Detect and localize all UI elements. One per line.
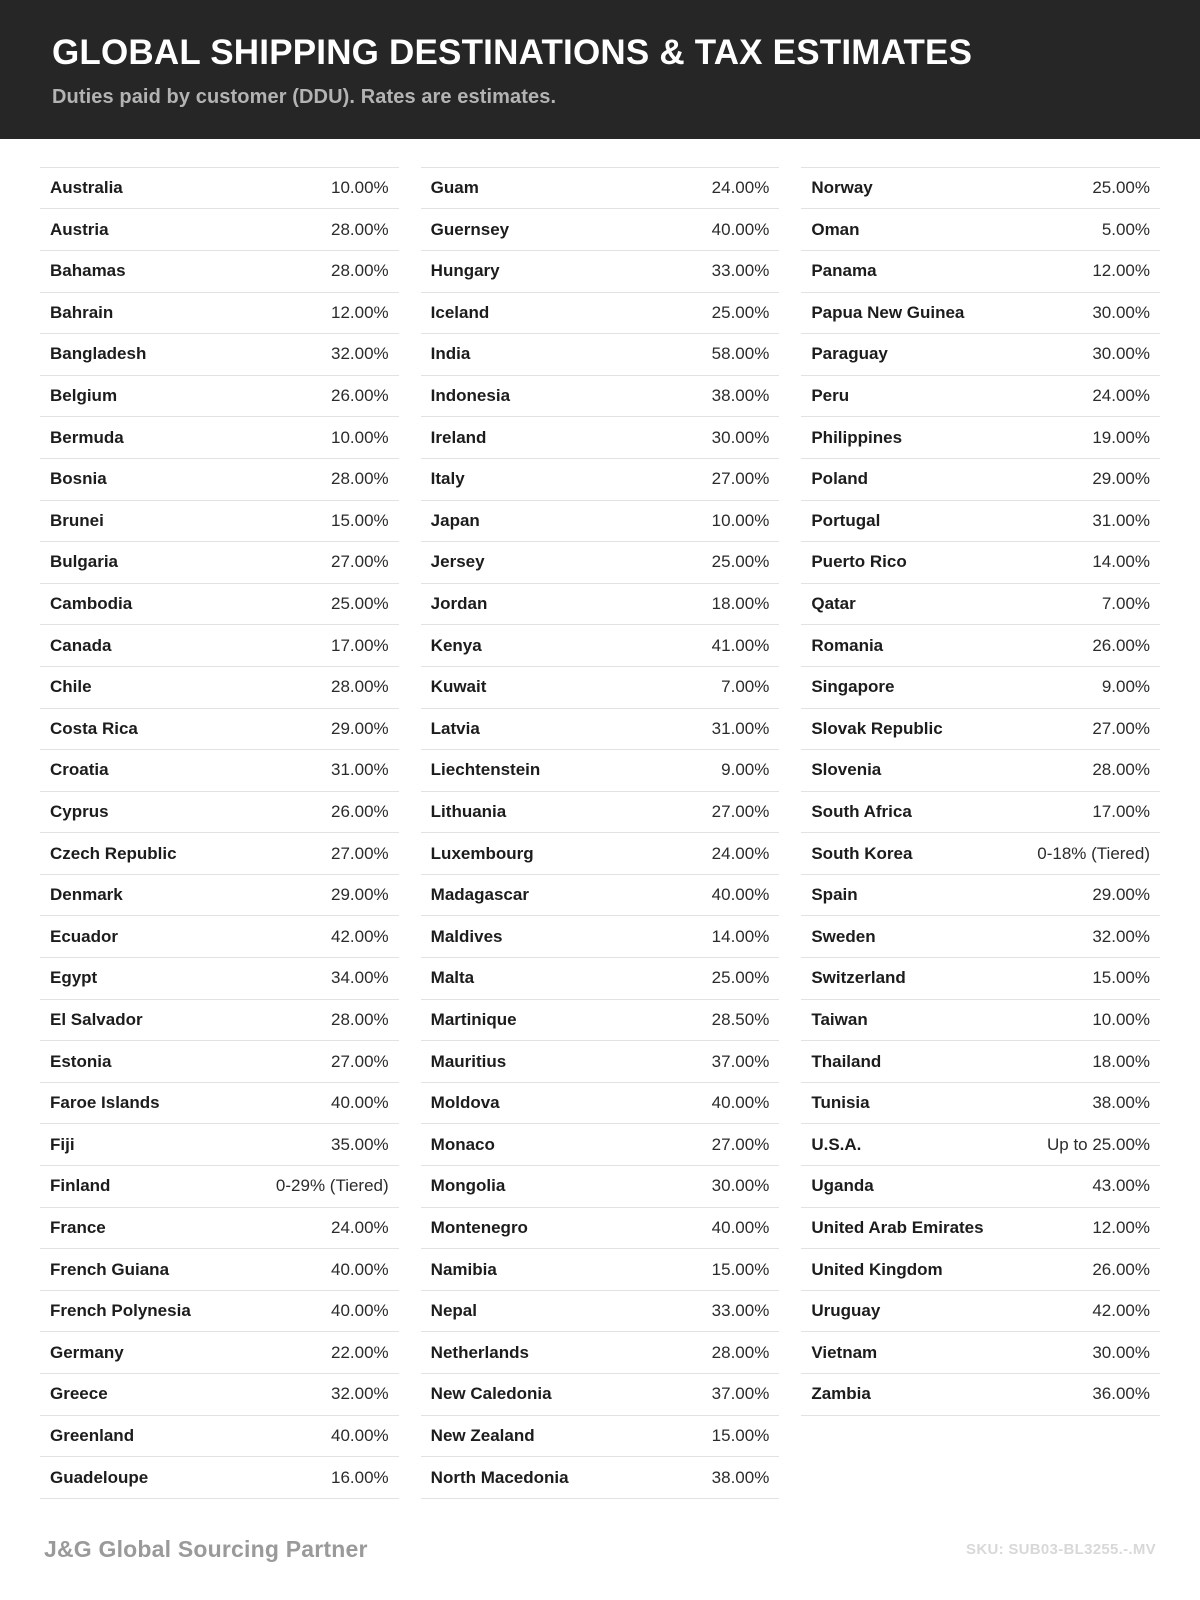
sku-label: SKU: SUB03-BL3255.-.MV bbox=[966, 1540, 1156, 1558]
table-row bbox=[801, 750, 1160, 792]
table-row bbox=[421, 1291, 780, 1333]
destination-name: Bahamas bbox=[50, 261, 126, 281]
destination-name: French Polynesia bbox=[50, 1301, 191, 1321]
tax-rate: 25.00% bbox=[711, 302, 770, 322]
destination-name: Puerto Rico bbox=[811, 552, 907, 572]
tax-rate: 42.00% bbox=[331, 926, 389, 946]
destination-name: Ecuador bbox=[50, 926, 119, 946]
table-row bbox=[801, 1208, 1160, 1250]
table-row bbox=[421, 792, 780, 834]
destination-name: Namibia bbox=[430, 1259, 497, 1279]
table-row bbox=[801, 958, 1160, 1000]
tax-rate: 28.00% bbox=[331, 219, 389, 239]
tax-rate: 29.00% bbox=[1092, 885, 1151, 905]
tax-rate: 29.00% bbox=[331, 885, 389, 905]
destination-name: Uruguay bbox=[811, 1301, 881, 1321]
tax-rate: 25.00% bbox=[1092, 178, 1151, 198]
destination-name: Cyprus bbox=[50, 802, 109, 821]
table-row bbox=[421, 875, 780, 917]
table-row bbox=[421, 1208, 780, 1250]
table-row bbox=[40, 1332, 399, 1374]
table-row bbox=[421, 1249, 780, 1291]
tax-rate: 15.00% bbox=[331, 510, 389, 530]
destination-name: Costa Rica bbox=[50, 718, 138, 738]
tax-rate: 24.00% bbox=[711, 843, 770, 863]
table-row bbox=[801, 334, 1160, 376]
tax-rate: 26.00% bbox=[1092, 1259, 1151, 1279]
table-row bbox=[421, 958, 780, 1000]
table-row bbox=[40, 1249, 399, 1291]
tax-rate: 27.00% bbox=[711, 469, 770, 489]
destination-name: Fiji bbox=[50, 1134, 75, 1154]
tax-rate: 42.00% bbox=[1092, 1301, 1151, 1321]
tax-rate: 9.00% bbox=[721, 760, 770, 780]
tax-rate: 15.00% bbox=[711, 1259, 770, 1279]
tax-rate: 58.00% bbox=[711, 344, 770, 364]
table-row bbox=[40, 1374, 399, 1416]
destination-name: United Arab Emirates bbox=[811, 1217, 984, 1237]
table-row bbox=[421, 167, 780, 210]
table-row bbox=[421, 209, 780, 251]
table-row bbox=[40, 376, 399, 418]
table-row bbox=[40, 334, 399, 376]
table-row bbox=[801, 1124, 1160, 1166]
table-row bbox=[421, 1000, 780, 1042]
tax-rate: 25.00% bbox=[331, 594, 389, 614]
table-row bbox=[40, 792, 399, 834]
table-row bbox=[421, 376, 780, 418]
table-row bbox=[801, 1249, 1160, 1291]
table-row bbox=[40, 251, 399, 293]
tax-rate: 28.00% bbox=[711, 1342, 770, 1362]
tax-rate: 0-18% (Tiered) bbox=[1037, 843, 1151, 863]
tax-rate: 41.00% bbox=[711, 635, 770, 655]
table-row bbox=[421, 251, 780, 293]
table-row bbox=[40, 293, 399, 335]
tax-rate: 27.00% bbox=[331, 552, 389, 572]
destination-name: Chile bbox=[50, 677, 92, 697]
destination-name: New Zealand bbox=[430, 1425, 535, 1445]
tax-rate: 35.00% bbox=[331, 1134, 389, 1154]
table-row bbox=[421, 1083, 780, 1125]
table-row bbox=[40, 459, 399, 501]
page-header bbox=[0, 0, 1200, 139]
table-row bbox=[801, 1083, 1160, 1125]
table-row bbox=[801, 1374, 1160, 1416]
destination-name: El Salvador bbox=[50, 1009, 143, 1029]
table-row bbox=[421, 1124, 780, 1166]
tax-rate: 28.00% bbox=[1092, 760, 1151, 780]
destination-name: Monaco bbox=[430, 1134, 495, 1154]
destination-name: Vietnam bbox=[811, 1342, 878, 1362]
tax-rate: 27.00% bbox=[331, 1051, 389, 1071]
tax-rate: 28.00% bbox=[331, 1009, 389, 1029]
table-row bbox=[421, 417, 780, 459]
tax-rate: 33.00% bbox=[711, 261, 770, 281]
destination-name: Faroe Islands bbox=[50, 1093, 160, 1113]
tax-rate: 30.00% bbox=[1092, 344, 1151, 364]
table-row bbox=[801, 459, 1160, 501]
tax-rate: 17.00% bbox=[331, 635, 389, 655]
destination-name: Zambia bbox=[811, 1384, 871, 1404]
tax-rate: 38.00% bbox=[1092, 1093, 1151, 1113]
table-row bbox=[801, 1291, 1160, 1333]
tax-rate: 30.00% bbox=[1092, 1342, 1151, 1362]
tax-rate: 33.00% bbox=[711, 1301, 770, 1321]
table-row bbox=[421, 916, 780, 958]
tax-rate: 27.00% bbox=[711, 1134, 770, 1154]
destination-name: Bahrain bbox=[50, 302, 114, 322]
tax-rate: 40.00% bbox=[711, 1217, 770, 1237]
table-row bbox=[801, 1332, 1160, 1374]
table-row bbox=[40, 1000, 399, 1042]
table-row bbox=[40, 833, 399, 875]
table-row bbox=[40, 709, 399, 751]
table-row bbox=[40, 1041, 399, 1083]
table-row bbox=[40, 667, 399, 709]
tax-rate: 24.00% bbox=[1092, 386, 1151, 406]
tax-rate: 31.00% bbox=[331, 760, 389, 780]
destination-name: Peru bbox=[811, 386, 850, 406]
destination-name: Switzerland bbox=[811, 968, 906, 988]
destination-name: French Guiana bbox=[50, 1259, 170, 1279]
destination-name: Croatia bbox=[50, 760, 109, 780]
table-row bbox=[421, 1374, 780, 1416]
table-row bbox=[40, 1291, 399, 1333]
destination-name: U.S.A. bbox=[811, 1134, 862, 1154]
destination-name: Panama bbox=[811, 261, 877, 281]
destination-name: Belgium bbox=[50, 386, 118, 406]
destination-name: Poland bbox=[811, 469, 869, 489]
table-row bbox=[40, 1208, 399, 1250]
destination-name: Greece bbox=[50, 1384, 108, 1404]
tax-rate: 16.00% bbox=[331, 1467, 389, 1487]
destination-name: Liechtenstein bbox=[430, 760, 541, 780]
destination-name: Sweden bbox=[811, 926, 876, 946]
destination-name: Taiwan bbox=[811, 1009, 868, 1029]
table-row bbox=[801, 916, 1160, 958]
table-row bbox=[40, 501, 399, 543]
rates-column-3 bbox=[801, 167, 1160, 1416]
destination-name: New Caledonia bbox=[430, 1384, 552, 1404]
destination-name: Egypt bbox=[50, 968, 98, 988]
destination-name: France bbox=[50, 1217, 106, 1237]
table-row bbox=[40, 1166, 399, 1208]
table-row bbox=[801, 542, 1160, 584]
tax-rate: 25.00% bbox=[711, 968, 770, 988]
table-row bbox=[40, 1124, 399, 1166]
tax-rate: 25.00% bbox=[711, 552, 770, 572]
table-row bbox=[40, 750, 399, 792]
destination-name: Guadeloupe bbox=[50, 1467, 149, 1487]
table-row bbox=[801, 293, 1160, 335]
destination-name: Jersey bbox=[430, 552, 485, 572]
destination-name: Indonesia bbox=[430, 386, 511, 406]
table-row bbox=[421, 1166, 780, 1208]
tax-rate: 24.00% bbox=[711, 178, 770, 198]
table-row bbox=[40, 1416, 399, 1458]
destination-name: Australia bbox=[50, 178, 123, 198]
tax-rate: 37.00% bbox=[711, 1384, 770, 1404]
destination-name: Thailand bbox=[811, 1051, 882, 1071]
tax-rate: 0-29% (Tiered) bbox=[275, 1176, 389, 1196]
destination-name: Nepal bbox=[430, 1301, 477, 1321]
destination-name: South Africa bbox=[811, 802, 912, 821]
tax-rate: 29.00% bbox=[331, 718, 389, 738]
table-row bbox=[421, 542, 780, 584]
rates-column-1 bbox=[40, 167, 399, 1499]
table-row bbox=[421, 584, 780, 626]
table-row bbox=[421, 501, 780, 543]
destination-name: Latvia bbox=[430, 718, 480, 738]
table-row bbox=[421, 1416, 780, 1458]
tax-rate: 34.00% bbox=[331, 968, 389, 988]
table-row bbox=[801, 792, 1160, 834]
destination-name: Oman bbox=[811, 219, 860, 239]
tax-rate: 28.00% bbox=[331, 677, 389, 697]
destination-name: Bulgaria bbox=[50, 552, 119, 572]
destination-name: Montenegro bbox=[430, 1217, 528, 1237]
table-row bbox=[421, 709, 780, 751]
table-row bbox=[421, 459, 780, 501]
table-row bbox=[40, 209, 399, 251]
destination-name: Lithuania bbox=[430, 802, 507, 821]
destination-name: Madagascar bbox=[430, 885, 529, 905]
table-row bbox=[40, 1083, 399, 1125]
destination-name: Bangladesh bbox=[50, 344, 147, 364]
destination-name: Kenya bbox=[430, 635, 482, 655]
destination-name: Philippines bbox=[811, 427, 903, 447]
tax-rate: 31.00% bbox=[1092, 510, 1151, 530]
tax-rate: 27.00% bbox=[1092, 718, 1151, 738]
brand-label: J&G Global Sourcing Partner bbox=[44, 1535, 368, 1562]
tax-rate: 32.00% bbox=[331, 344, 389, 364]
tax-rate: 28.00% bbox=[331, 469, 389, 489]
destination-name: Guernsey bbox=[430, 219, 510, 239]
table-row bbox=[801, 1000, 1160, 1042]
table-row bbox=[801, 709, 1160, 751]
tax-rate: 26.00% bbox=[331, 386, 389, 406]
tax-rate: 27.00% bbox=[331, 843, 389, 863]
table-row bbox=[40, 542, 399, 584]
tax-rate: 29.00% bbox=[1092, 469, 1151, 489]
tax-rate: 31.00% bbox=[711, 718, 770, 738]
table-row bbox=[421, 625, 780, 667]
tax-rate: 30.00% bbox=[711, 427, 770, 447]
tax-rate: 28.00% bbox=[331, 261, 389, 281]
tax-rate: 12.00% bbox=[331, 302, 389, 322]
tax-rate: 9.00% bbox=[1101, 677, 1151, 697]
table-row bbox=[801, 209, 1160, 251]
table-row bbox=[421, 1457, 780, 1499]
destination-name: Mauritius bbox=[430, 1051, 507, 1071]
table-row bbox=[801, 251, 1160, 293]
destination-name: Austria bbox=[50, 219, 109, 239]
tax-rate: Up to 25.00% bbox=[1047, 1134, 1151, 1154]
tax-rate: 40.00% bbox=[711, 219, 770, 239]
table-row bbox=[40, 1457, 399, 1499]
tax-rate: 40.00% bbox=[331, 1259, 389, 1279]
destination-name: Moldova bbox=[430, 1093, 500, 1113]
tax-rate: 37.00% bbox=[711, 1051, 770, 1071]
tax-rate: 28.50% bbox=[711, 1009, 770, 1029]
tax-rate: 12.00% bbox=[1092, 261, 1151, 281]
table-row bbox=[421, 1332, 780, 1374]
destination-name: North Macedonia bbox=[430, 1467, 569, 1487]
table-row bbox=[40, 916, 399, 958]
tax-rate: 5.00% bbox=[1101, 219, 1151, 239]
tax-rate: 36.00% bbox=[1092, 1384, 1151, 1404]
tax-rate: 40.00% bbox=[331, 1093, 389, 1113]
page-footer bbox=[0, 1499, 1200, 1600]
destination-name: Jordan bbox=[430, 594, 488, 614]
destination-name: Luxembourg bbox=[430, 843, 534, 863]
table-row bbox=[801, 833, 1160, 875]
destination-name: South Korea bbox=[811, 843, 913, 863]
tax-rate: 43.00% bbox=[1092, 1176, 1151, 1196]
table-row bbox=[801, 376, 1160, 418]
destination-name: India bbox=[430, 344, 471, 364]
rates-column-2 bbox=[421, 167, 780, 1499]
destination-name: Mongolia bbox=[430, 1176, 506, 1196]
tax-rate: 27.00% bbox=[711, 802, 770, 821]
destination-name: Japan bbox=[430, 510, 480, 530]
table-row bbox=[801, 584, 1160, 626]
tax-rate: 15.00% bbox=[1092, 968, 1151, 988]
destination-name: Tunisia bbox=[811, 1093, 870, 1113]
destination-name: Martinique bbox=[430, 1009, 517, 1029]
table-row bbox=[801, 667, 1160, 709]
destination-name: Portugal bbox=[811, 510, 881, 530]
tax-rate: 26.00% bbox=[331, 802, 389, 821]
destination-name: Denmark bbox=[50, 885, 123, 905]
tax-rate: 26.00% bbox=[1092, 635, 1151, 655]
destination-name: Slovenia bbox=[811, 760, 882, 780]
table-row bbox=[421, 1041, 780, 1083]
destination-name: Maldives bbox=[430, 926, 503, 946]
tax-rate: 19.00% bbox=[1092, 427, 1151, 447]
table-row bbox=[801, 625, 1160, 667]
destination-name: Bosnia bbox=[50, 469, 107, 489]
tax-rate: 14.00% bbox=[1092, 552, 1151, 572]
destination-name: Hungary bbox=[430, 261, 500, 281]
tax-rate: 38.00% bbox=[711, 386, 770, 406]
destination-name: Guam bbox=[430, 178, 479, 198]
destination-name: Paraguay bbox=[811, 344, 888, 364]
destination-name: Qatar bbox=[811, 594, 856, 614]
destination-name: Spain bbox=[811, 885, 858, 905]
destination-name: United Kingdom bbox=[811, 1259, 943, 1279]
destination-name: Brunei bbox=[50, 510, 104, 530]
tax-rate: 40.00% bbox=[331, 1425, 389, 1445]
table-row bbox=[801, 501, 1160, 543]
destination-name: Czech Republic bbox=[50, 843, 177, 863]
tax-rate: 7.00% bbox=[1101, 594, 1151, 614]
table-row bbox=[40, 958, 399, 1000]
destination-name: Netherlands bbox=[430, 1342, 529, 1362]
tax-rate: 30.00% bbox=[1092, 302, 1151, 322]
destination-name: Kuwait bbox=[430, 677, 487, 697]
tax-rate: 10.00% bbox=[331, 178, 389, 198]
table-row bbox=[801, 1166, 1160, 1208]
table-row bbox=[40, 167, 399, 210]
destination-name: Finland bbox=[50, 1176, 111, 1196]
tax-rate: 40.00% bbox=[331, 1301, 389, 1321]
destination-name: Italy bbox=[430, 469, 465, 489]
tax-rate: 40.00% bbox=[711, 885, 770, 905]
table-row bbox=[421, 667, 780, 709]
tax-rate: 10.00% bbox=[331, 427, 389, 447]
destination-name: Ireland bbox=[430, 427, 487, 447]
tax-rate: 40.00% bbox=[711, 1093, 770, 1113]
table-row bbox=[40, 875, 399, 917]
table-row bbox=[421, 293, 780, 335]
destination-name: Greenland bbox=[50, 1425, 135, 1445]
destination-name: Bermuda bbox=[50, 427, 124, 447]
table-row bbox=[40, 584, 399, 626]
tax-rate: 38.00% bbox=[711, 1467, 770, 1487]
destination-name: Papua New Guinea bbox=[811, 302, 965, 322]
table-row bbox=[801, 1041, 1160, 1083]
tax-rate: 24.00% bbox=[331, 1217, 389, 1237]
tax-rate: 15.00% bbox=[711, 1425, 770, 1445]
destination-name: Slovak Republic bbox=[811, 718, 943, 738]
destination-name: Singapore bbox=[811, 677, 895, 697]
tax-rate: 30.00% bbox=[711, 1176, 770, 1196]
table-row bbox=[421, 833, 780, 875]
tax-rate: 22.00% bbox=[331, 1342, 389, 1362]
table-row bbox=[421, 750, 780, 792]
tax-rate: 10.00% bbox=[711, 510, 770, 530]
destination-name: Germany bbox=[50, 1342, 124, 1362]
page-title: GLOBAL SHIPPING DESTINATIONS & TAX ESTIMATES bbox=[52, 33, 973, 72]
table-row bbox=[40, 417, 399, 459]
destination-name: Malta bbox=[430, 968, 475, 988]
table-row bbox=[801, 167, 1160, 210]
destination-name: Canada bbox=[50, 635, 112, 655]
tax-rate: 32.00% bbox=[1092, 926, 1151, 946]
table-row bbox=[801, 875, 1160, 917]
tax-rate: 14.00% bbox=[711, 926, 770, 946]
tax-rate: 18.00% bbox=[1092, 1051, 1151, 1071]
table-row bbox=[421, 334, 780, 376]
tax-rate: 18.00% bbox=[711, 594, 770, 614]
destination-name: Norway bbox=[811, 178, 873, 198]
table-row bbox=[40, 625, 399, 667]
tax-rate: 17.00% bbox=[1092, 802, 1151, 821]
tax-rate: 10.00% bbox=[1092, 1009, 1151, 1029]
destination-name: Uganda bbox=[811, 1176, 874, 1196]
tax-rate: 32.00% bbox=[331, 1384, 389, 1404]
page-subtitle: Duties paid by customer (DDU). Rates are estimates. bbox=[52, 85, 557, 108]
destination-name: Cambodia bbox=[50, 594, 133, 614]
destination-name: Iceland bbox=[430, 302, 490, 322]
destination-name: Estonia bbox=[50, 1051, 112, 1071]
destination-name: Romania bbox=[811, 635, 884, 655]
tax-rate: 7.00% bbox=[721, 677, 770, 697]
table-row bbox=[801, 417, 1160, 459]
rates-columns bbox=[0, 139, 1200, 1499]
tax-rate: 12.00% bbox=[1092, 1217, 1151, 1237]
